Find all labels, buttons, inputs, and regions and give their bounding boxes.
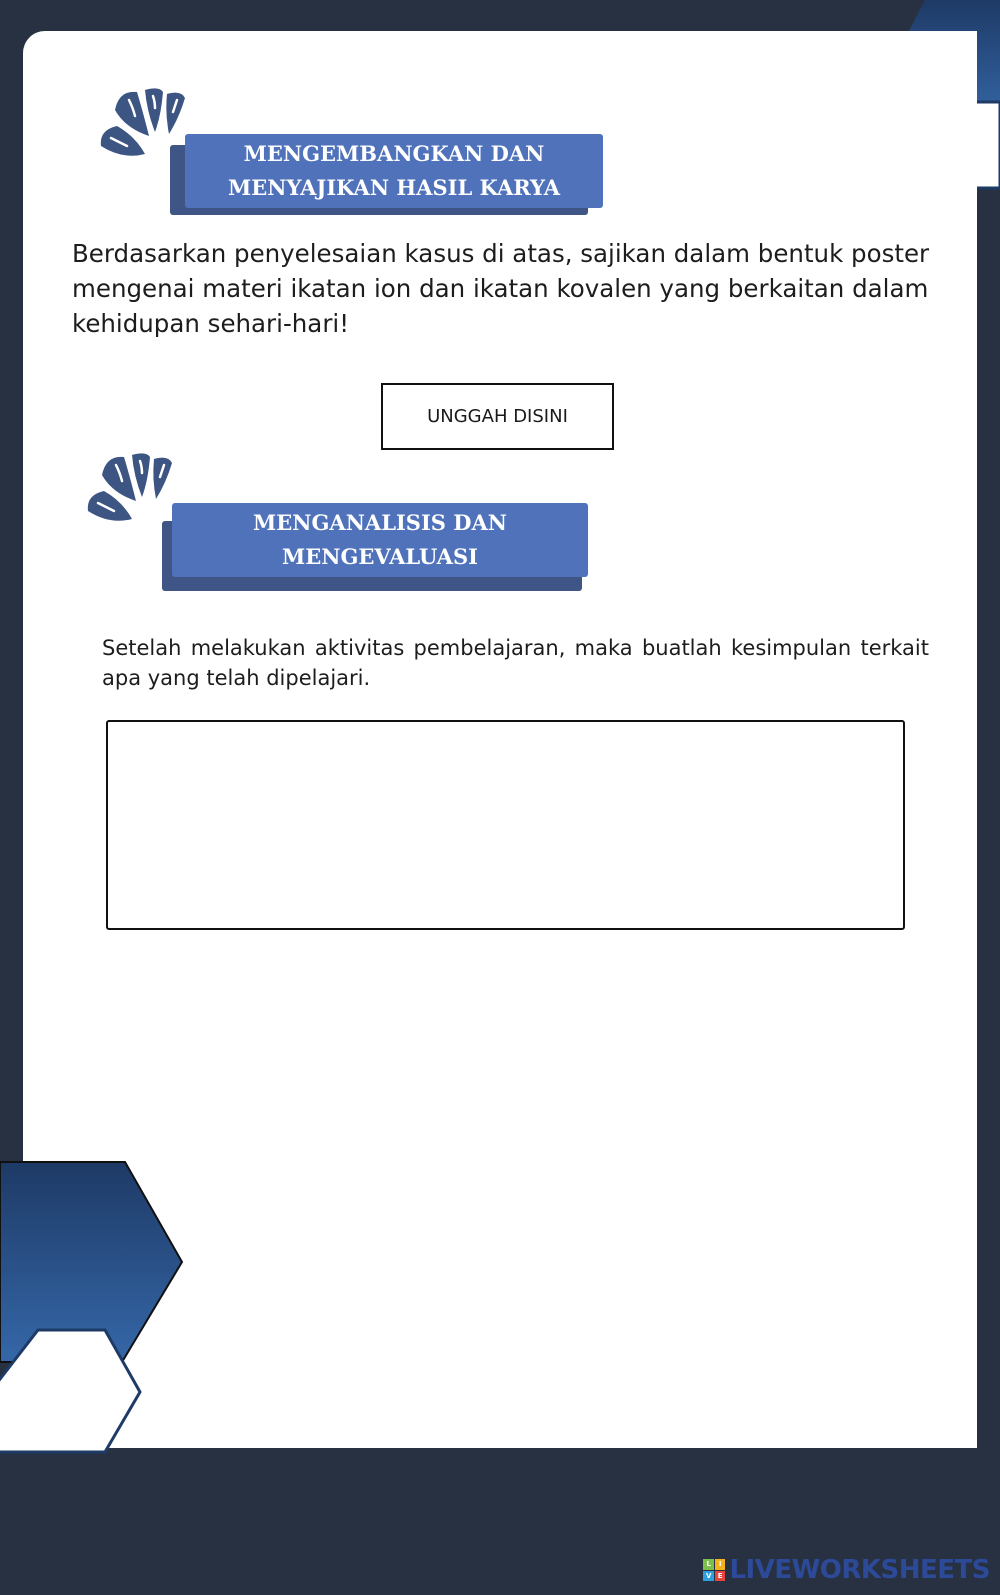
banner-title-line1: MENGEMBANGKAN DAN [243, 141, 545, 166]
burst-icon [86, 449, 178, 524]
banner-title-line2: MENGEVALUASI [282, 544, 478, 569]
section-banner-menganalisis [172, 503, 588, 577]
liveworksheets-brand-name: LIVEWORKSHEETS [729, 1555, 990, 1585]
liveworksheets-watermark [703, 1557, 990, 1583]
bottom-left-hexagon-decoration [0, 1160, 185, 1460]
task-instruction-text: Berdasarkan penyelesaian kasus di atas, sajikan dalam bentuk poster mengenai materi ikatan ion dan ikatan kovalen yang berkaitan dalam kehidupan sehari-hari! [72, 239, 930, 338]
banner-title-line1: MENGANALISIS DAN [253, 510, 507, 535]
conclusion-answer-input[interactable] [106, 720, 905, 930]
banner-title-line2: MENYAJIKAN HASIL KARYA [228, 175, 560, 200]
upload-button[interactable]: UNGGAH DISINI [381, 383, 614, 450]
section-banner-mengembangkan [185, 134, 603, 208]
conclusion-instruction-text: Setelah melakukan aktivitas pembelajaran, maka buatlah kesimpulan terkait apa yang telah dipelajari. [102, 636, 929, 690]
liveworksheets-logo-icon: L I V E [703, 1559, 725, 1581]
